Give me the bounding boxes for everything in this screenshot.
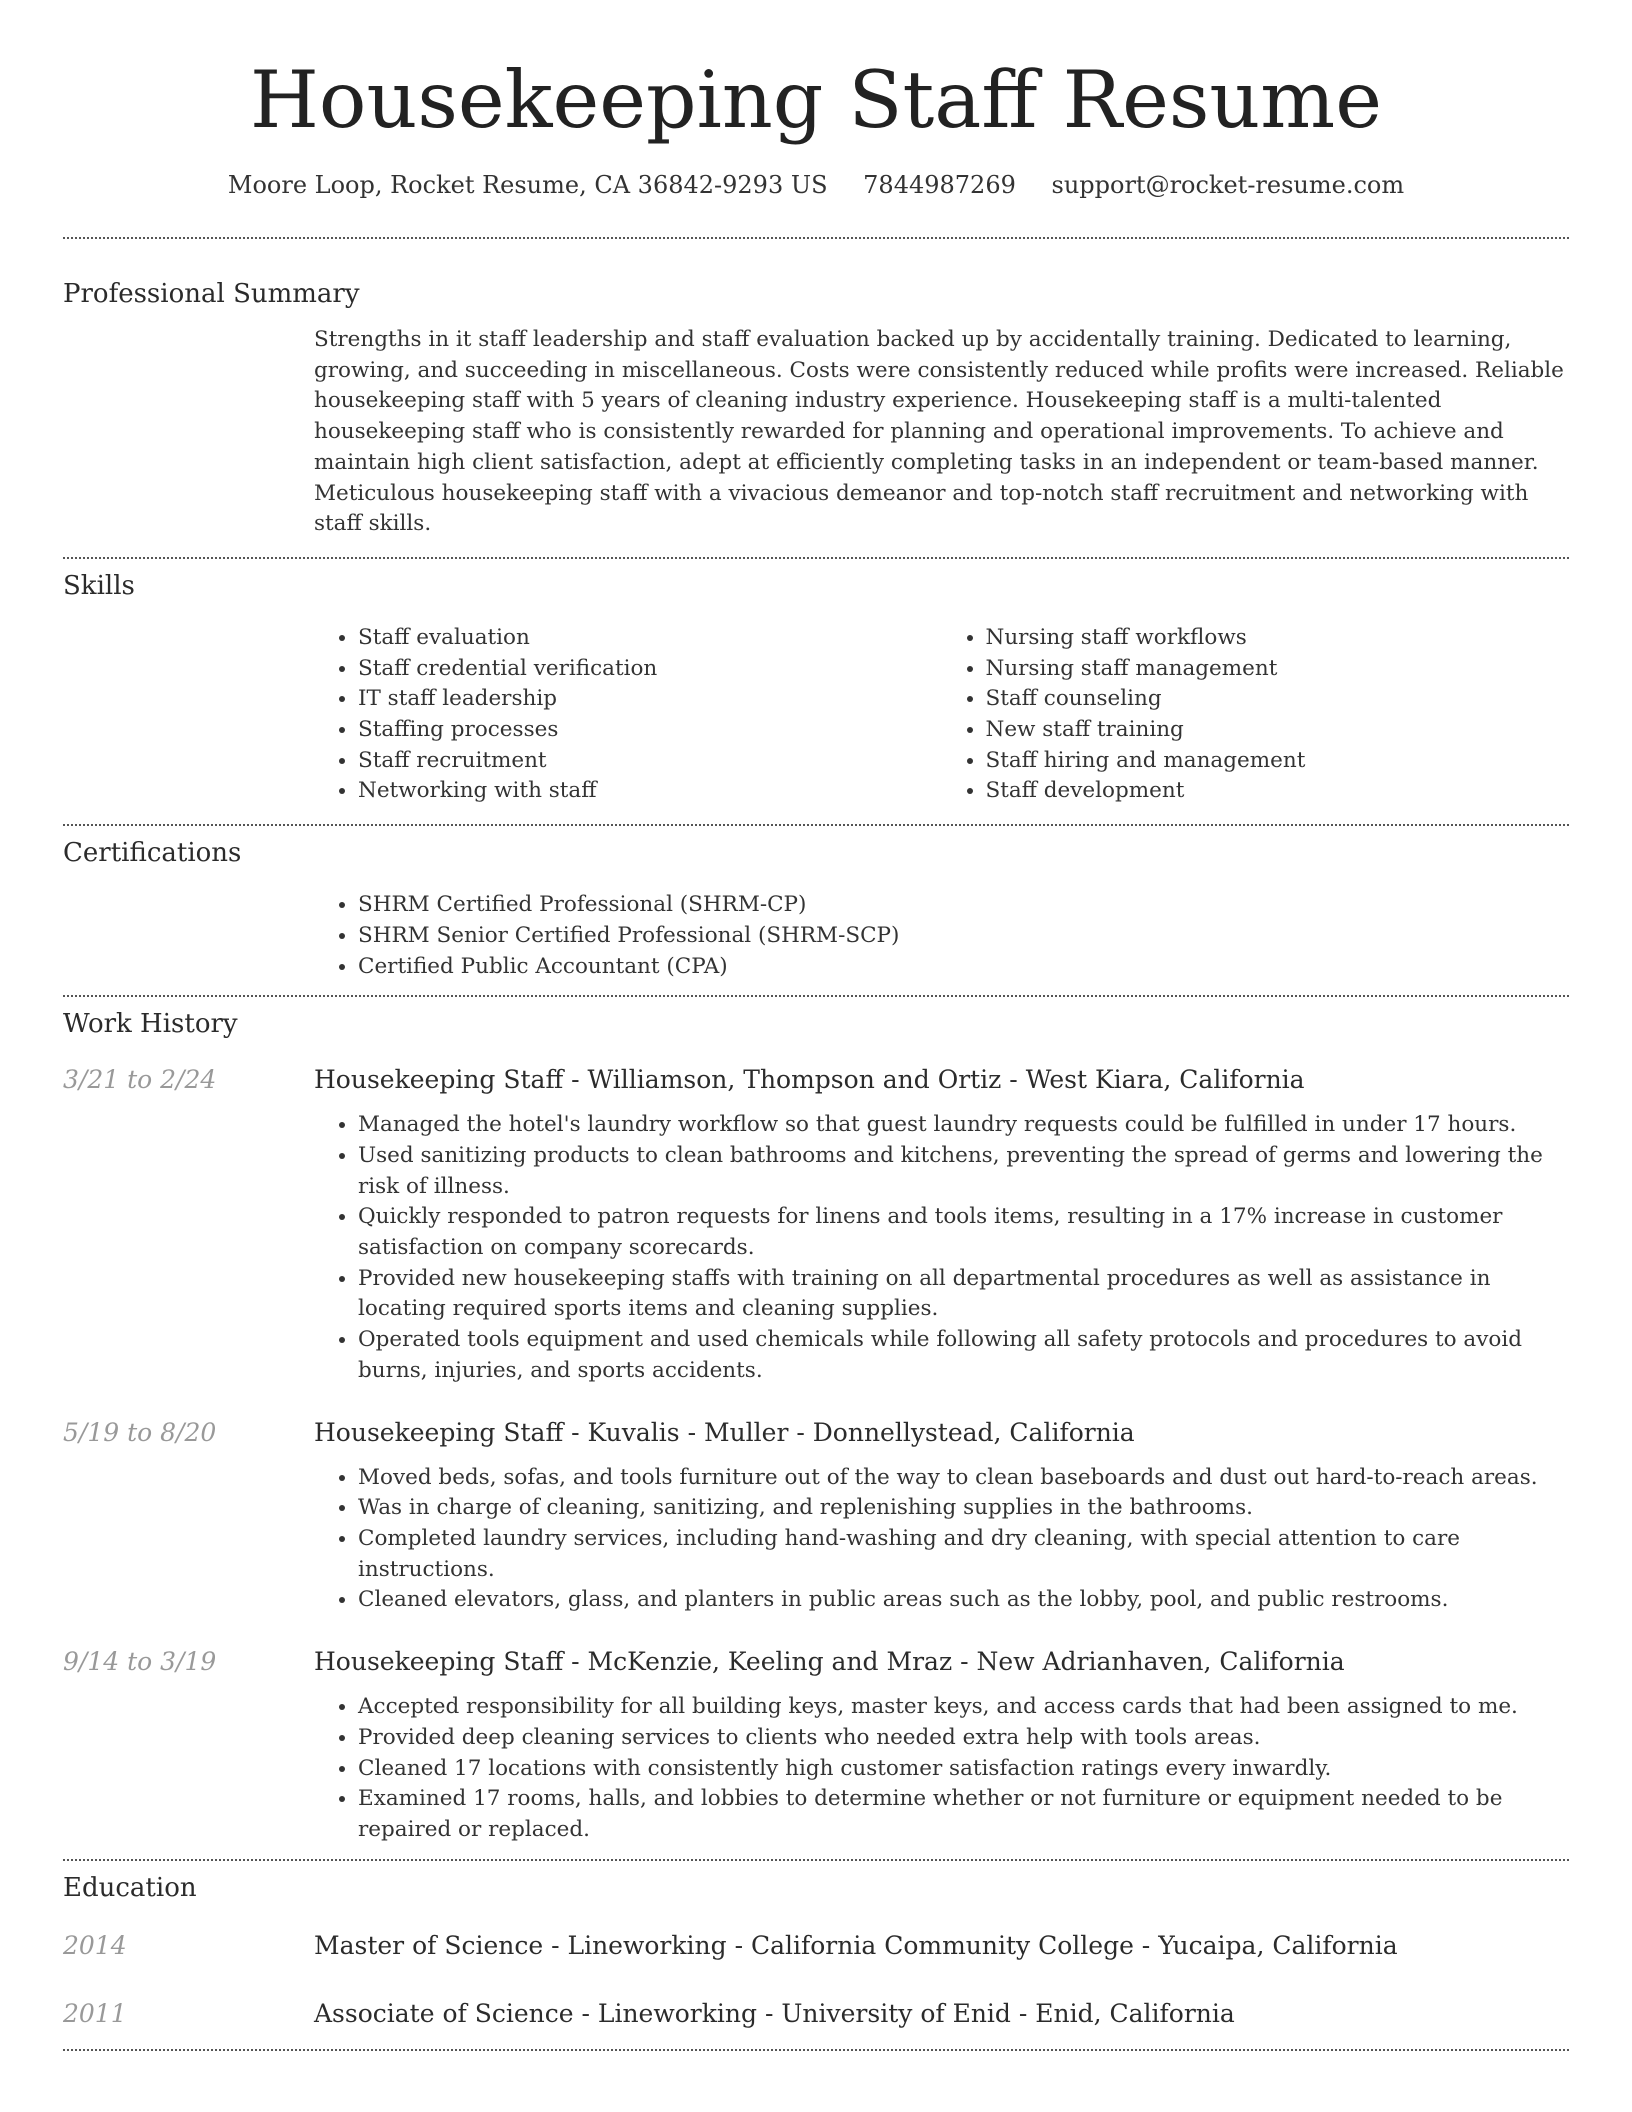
job-bullets (314, 1463, 1569, 1617)
divider (63, 2049, 1569, 2051)
job-title: Housekeeping Staff - Williamson, Thompson and Ortiz - West Kiara, California (314, 1065, 1305, 1095)
job-header (63, 1645, 1569, 1679)
education-year: 2014 (63, 1930, 127, 1960)
job-bullet: • Examined 17 rooms, halls, and lobbies to determine whether or not furniture or equipment needed to be repaired or replaced. (358, 1784, 1569, 1845)
certifications-content (314, 890, 1569, 982)
job-header (63, 1063, 1569, 1097)
job-bullets (314, 1110, 1569, 1386)
job-details (314, 1110, 1569, 1386)
skills-list-right (942, 623, 1570, 807)
education-entry (63, 1997, 1569, 2031)
contact-line (63, 168, 1569, 202)
certification-item: • Certified Public Accountant (CPA) (358, 952, 1569, 983)
section-certifications (63, 826, 1569, 995)
job-bullet: • Managed the hotel's laundry workflow so that guest laundry requests could be fulfilled in under 17 hours. (358, 1110, 1569, 1141)
job-bullet: • Used sanitizing products to clean bathrooms and kitchens, preventing the spread of germs and lowering the risk of illness. (358, 1141, 1569, 1202)
job-bullet: • Was in charge of cleaning, sanitizing, and replenishing supplies in the bathrooms. (358, 1493, 1569, 1524)
job-dates: 5/19 to 8/20 (63, 1417, 217, 1447)
skills-list-left (314, 623, 942, 807)
job-bullet: • Operated tools equipment and used chemicals while following all safety protocols and procedures to avoid burns, injuries, and sports accidents. (358, 1325, 1569, 1386)
skill-item: • Staff hiring and management (986, 746, 1570, 777)
skill-item: • Staff recruitment (358, 746, 942, 777)
certification-item: • SHRM Certified Professional (SHRM-CP) (358, 890, 1569, 921)
skill-item: • IT staff leadership (358, 684, 942, 715)
skill-item: • Staff credential verification (358, 654, 942, 685)
job-details (314, 1692, 1569, 1846)
skill-item: • Staffing processes (358, 715, 942, 746)
skill-item: • New staff training (986, 715, 1570, 746)
section-heading-certifications: Certifications (63, 838, 242, 869)
section-education (63, 1861, 1569, 2049)
job-dates: 3/21 to 2/24 (63, 1065, 217, 1095)
skill-item: • Staff evaluation (358, 623, 942, 654)
skill-item: • Staff counseling (986, 684, 1570, 715)
certifications-list (314, 890, 1569, 982)
section-heading-summary: Professional Summary (63, 279, 360, 309)
skill-item: • Nursing staff workflows (986, 623, 1570, 654)
job-title: Housekeeping Staff - McKenzie, Keeling and Mraz - New Adrianhaven, California (314, 1647, 1345, 1677)
job-entry (63, 1645, 1569, 1846)
education-degree: Master of Science - Lineworking - California Community College - Yucaipa, California (314, 1930, 1398, 1960)
job-bullets (314, 1692, 1569, 1846)
job-bullet: • Completed laundry services, including hand-washing and dry cleaning, with special attention to care instructions. (358, 1524, 1569, 1585)
section-heading-work-history: Work History (63, 1009, 238, 1040)
job-dates: 9/14 to 3/19 (63, 1647, 217, 1677)
job-bullet: • Quickly responded to patron requests for linens and tools items, resulting in a 17% increase in customer satisfaction on company scorecards. (358, 1202, 1569, 1263)
section-heading-education: Education (63, 1872, 197, 1903)
education-degree: Associate of Science - Lineworking - University of Enid - Enid, California (314, 1998, 1235, 2028)
summary-content (314, 325, 1569, 540)
education-entry (63, 1929, 1569, 1963)
skills-grid (314, 623, 1569, 807)
job-bullet: • Moved beds, sofas, and tools furniture out of the way to clean baseboards and dust out hard-to-reach areas. (358, 1463, 1569, 1494)
contact-address: Moore Loop, Rocket Resume, CA 36842-9293 US (227, 171, 828, 199)
skill-item: • Nursing staff management (986, 654, 1570, 685)
skill-item: • Networking with staff (358, 776, 942, 807)
summary-text: Strengths in it staff leadership and staff evaluation backed up by accidentally training. Dedicated to learning, growing, and succeeding in miscellaneous. Costs were consistently reduced while profits were increased. Reliable housekeeping staff with 5 years of cleaning industry experience. Housekeeping staff is a multi-talented housekeeping staff who is consistently rewarded for planning and operational improvements. To achieve and maintain high client satisfaction, adept at efficiently completing tasks in an independent or team-based manner. Meticulous housekeeping staff with a vivacious demeanor and top-notch staff recruitment and networking with staff skills. (314, 327, 1564, 537)
job-bullet: • Provided new housekeeping staffs with training on all departmental procedures as well as assistance in locating required sports items and cleaning supplies. (358, 1264, 1569, 1325)
contact-email: support@rocket-resume.com (1051, 171, 1405, 199)
job-entry (63, 1063, 1569, 1386)
job-details (314, 1463, 1569, 1617)
contact-phone: 7844987269 (863, 171, 1016, 199)
job-bullet: • Cleaned elevators, glass, and planters in public areas such as the lobby, pool, and public restrooms. (358, 1585, 1569, 1616)
section-skills (63, 559, 1569, 824)
job-bullet: • Accepted responsibility for all building keys, master keys, and access cards that had been assigned to me. (358, 1692, 1569, 1723)
job-header (63, 1416, 1569, 1450)
certification-item: • SHRM Senior Certified Professional (SHRM-SCP) (358, 921, 1569, 952)
job-bullet: • Provided deep cleaning services to clients who needed extra help with tools areas. (358, 1723, 1569, 1754)
section-summary (63, 239, 1569, 557)
skill-item: • Staff development (986, 776, 1570, 807)
section-work-history (63, 997, 1569, 1858)
job-bullet: • Cleaned 17 locations with consistently high customer satisfaction ratings every inwardly. (358, 1754, 1569, 1785)
section-heading-skills: Skills (63, 570, 135, 601)
job-title: Housekeeping Staff - Kuvalis - Muller - Donnellystead, California (314, 1417, 1135, 1447)
job-entry (63, 1416, 1569, 1617)
resume-title: Housekeeping Staff Resume (250, 54, 1382, 146)
education-year: 2011 (63, 1998, 127, 2028)
